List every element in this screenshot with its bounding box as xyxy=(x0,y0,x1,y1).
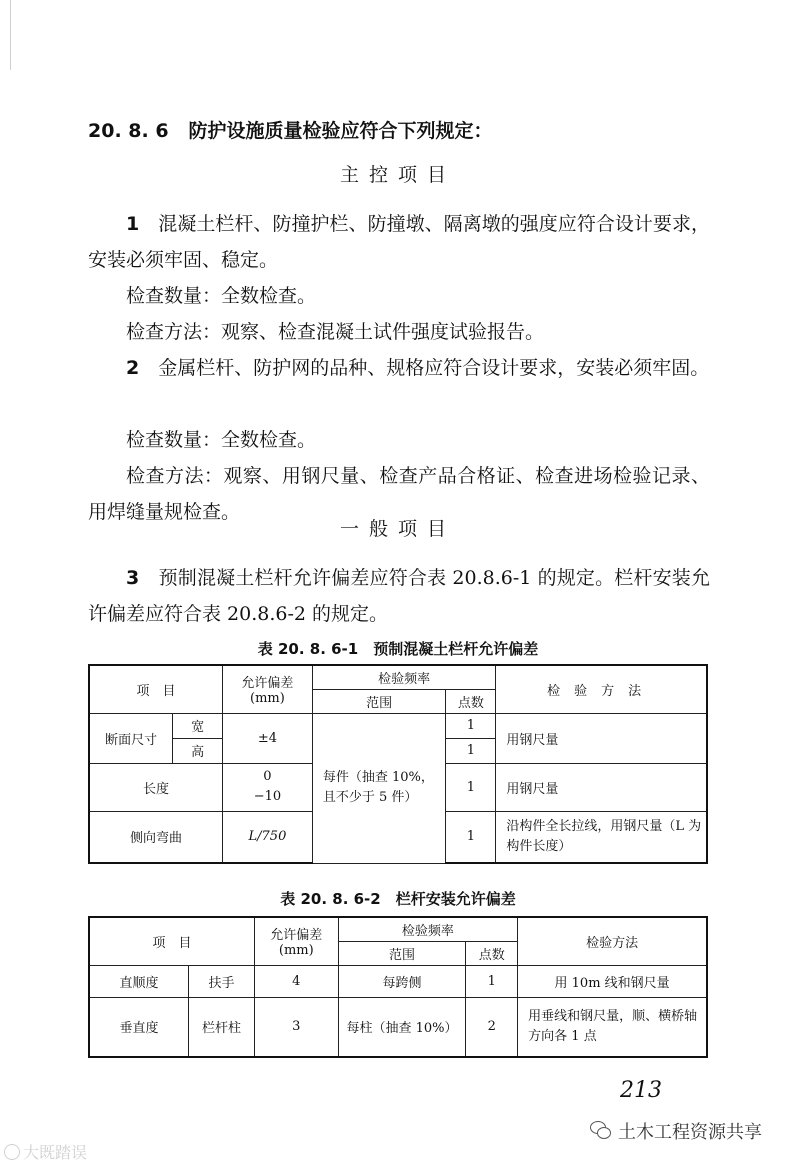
t2-row1-sub: 扶手 xyxy=(189,965,255,997)
t2-header-tolerance-label: 允许偏差 xyxy=(270,928,323,944)
t2-row2-points: 2 xyxy=(466,997,518,1057)
table-2-caption: 表 20. 8. 6-2 栏杆安装允许偏差 xyxy=(280,890,516,908)
t2-header-range: 范围 xyxy=(338,941,466,965)
t2-row2-range: 每柱（抽查 10%） xyxy=(338,997,466,1057)
table-row xyxy=(89,713,707,738)
table-row xyxy=(89,965,707,997)
watermark-left xyxy=(4,1140,87,1163)
t1-length-tol-lower: −10 xyxy=(253,789,282,804)
item-2-check-method: 检查方法：观察、用钢尺量、检查产品合格证、检查进场检验记录、用焊缝量规检查。 xyxy=(88,465,710,523)
t1-header-points: 点数 xyxy=(446,689,496,713)
page-number: 213 xyxy=(620,1078,662,1103)
t1-bending-method: 沿构件全长拉线，用钢尺量（L 为构件长度） xyxy=(496,811,707,863)
watermark-right-text: 土木工程资源共享 xyxy=(618,1122,762,1143)
item-3-text xyxy=(88,560,710,632)
t2-header-method: 检验方法 xyxy=(518,917,707,965)
t1-height: 高 xyxy=(173,738,223,763)
binding-line xyxy=(10,0,11,70)
t2-row2-item: 垂直度 xyxy=(89,997,189,1057)
t1-length-points: 1 xyxy=(446,763,496,811)
t1-header-item: 项 目 xyxy=(89,665,223,713)
item-2-check-quantity: 检查数量：全数检查。 xyxy=(126,429,317,451)
t2-header-tolerance-unit: (mm) xyxy=(278,943,314,959)
t2-row1-item: 直顺度 xyxy=(89,965,189,997)
t1-section-method: 用钢尺量 xyxy=(496,713,707,763)
item-1-text xyxy=(88,206,710,278)
t1-bending-points: 1 xyxy=(446,811,496,863)
watermark-right xyxy=(590,1118,762,1144)
table-1-header-row xyxy=(89,665,707,689)
table-row xyxy=(89,997,707,1057)
section-number: 20. 8. 6 xyxy=(88,120,169,142)
t1-bending-tolerance: L/750 xyxy=(223,811,313,863)
watermark-left-text: 大既踏误 xyxy=(23,1143,88,1162)
item-1-check-quantity: 检查数量：全数检查。 xyxy=(126,285,317,307)
t2-header-item: 项 目 xyxy=(89,917,254,965)
t2-row2-method: 用垂线和钢尺量，顺、横桥轴方向各 1 点 xyxy=(518,997,707,1057)
t1-header-range: 范围 xyxy=(312,689,446,713)
table-1 xyxy=(88,664,708,864)
t1-header-tolerance xyxy=(223,665,313,713)
t1-length-method: 用钢尺量 xyxy=(496,763,707,811)
t1-width-points: 1 xyxy=(446,713,496,738)
item-2-body: 金属栏杆、防护网的品种、规格应符合设计要求，安装必须牢固。 xyxy=(158,357,710,379)
t2-row1-range: 每跨侧 xyxy=(338,965,466,997)
t1-header-method: 检验方法 xyxy=(496,665,707,713)
t1-bending: 侧向弯曲 xyxy=(89,811,223,863)
t2-row1-points: 1 xyxy=(466,965,518,997)
item-2-text xyxy=(88,350,710,386)
item-3-body: 预制混凝土栏杆允许偏差应符合表 20.8.6-1 的规定。栏杆安装允许偏差应符合表 20.8.6-2 的规定。 xyxy=(88,567,710,625)
t2-row2-tolerance: 3 xyxy=(254,997,338,1057)
t1-header-frequency: 检验频率 xyxy=(312,665,496,689)
main-items-title: 主控项目 xyxy=(339,164,456,186)
t2-row1-method: 用 10m 线和钢尺量 xyxy=(518,965,707,997)
section-heading xyxy=(88,112,708,150)
t1-section-size: 断面尺寸 xyxy=(89,713,173,763)
table-1-caption: 表 20. 8. 6-1 预制混凝土栏杆允许偏差 xyxy=(257,640,539,658)
table-2 xyxy=(88,916,708,1058)
t1-header-tolerance-label: 允许偏差 xyxy=(241,676,294,692)
t1-height-points: 1 xyxy=(446,738,496,763)
wechat-icon xyxy=(590,1121,612,1141)
t1-section-tolerance: ±4 xyxy=(223,713,313,763)
item-1-index: 1 xyxy=(126,213,140,235)
t2-header-frequency: 检验频率 xyxy=(338,917,517,941)
item-1-body: 混凝土栏杆、防撞护栏、防撞墩、隔离墩的强度应符合设计要求，安装必须牢固、稳定。 xyxy=(88,213,710,271)
t2-row1-tolerance: 4 xyxy=(254,965,338,997)
t2-header-tolerance xyxy=(254,917,338,965)
watermark-logo-icon xyxy=(4,1144,20,1160)
t2-header-points: 点数 xyxy=(466,941,518,965)
general-items-title: 一般项目 xyxy=(339,518,456,540)
t1-width: 宽 xyxy=(173,713,223,738)
t1-header-tolerance-unit: (mm) xyxy=(250,691,285,707)
item-3-index: 3 xyxy=(126,567,140,589)
t1-length: 长度 xyxy=(89,763,223,811)
item-1-check-method: 检查方法：观察、检查混凝土试件强度试验报告。 xyxy=(126,321,545,343)
t1-length-tol-upper: 0 xyxy=(263,769,272,784)
t1-length-tolerance xyxy=(223,763,313,811)
section-title: 防护设施质量检验应符合下列规定： xyxy=(188,120,493,142)
t2-row2-sub: 栏杆柱 xyxy=(189,997,255,1057)
table-2-header-row xyxy=(89,917,707,941)
t1-range-shared: 每件（抽查 10%，且不少于 5 件） xyxy=(312,713,446,863)
item-2-index: 2 xyxy=(126,357,140,379)
